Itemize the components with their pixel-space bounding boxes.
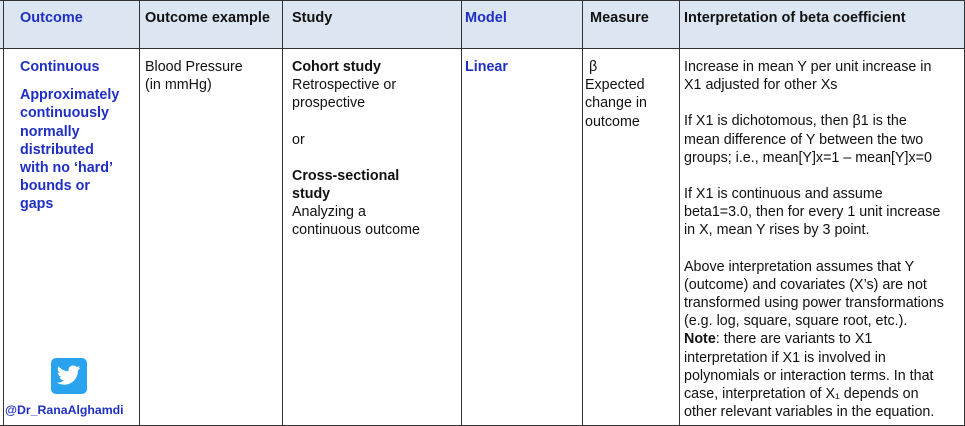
measure-cell	[585, 58, 647, 131]
outcome-desc-line: distributed	[20, 141, 94, 158]
measure-line: change in	[585, 95, 648, 112]
interp-line: polynomials or interaction terms. In that	[684, 367, 934, 384]
interp-line: (outcome) and covariates (X’s) are not	[684, 276, 927, 293]
example-line: (in mmHg)	[145, 77, 212, 94]
interp-line: Above interpretation assumes that Y	[684, 258, 915, 275]
study-or: or	[292, 131, 305, 148]
interp-line: transformed using power transformations	[684, 295, 944, 312]
note-text: : there are variants to X1	[715, 331, 873, 348]
note-label: Note	[684, 331, 716, 348]
beta-symbol: β	[589, 59, 598, 75]
cross-desc-line: continuous outcome	[292, 222, 420, 239]
interp-line: mean difference of Y between the two	[684, 131, 924, 148]
interp-line: other relevant variables in the equation.	[684, 404, 935, 421]
header-outcome: Outcome	[20, 10, 83, 26]
study-cell	[292, 58, 420, 240]
twitter-icon	[51, 358, 87, 394]
interp-line: in X, mean Y rises by 3 point.	[684, 222, 870, 239]
header-interpretation: Interpretation of beta coefficient	[684, 10, 906, 26]
interp-line: beta1=3.0, then for every 1 unit increase	[684, 204, 941, 221]
grid-line	[0, 48, 965, 49]
grid-line	[582, 0, 583, 426]
header-measure: Measure	[590, 10, 649, 26]
outcome-desc-line: with no ‘hard’	[20, 160, 113, 177]
interpretation-paragraph-4	[684, 258, 964, 422]
grid-line	[139, 0, 140, 426]
cross-desc-line: Analyzing a	[292, 204, 366, 221]
model-value: Linear	[465, 59, 508, 75]
grid-line	[0, 0, 965, 1]
outcome-title: Continuous	[20, 59, 100, 75]
measure-line: outcome	[585, 113, 640, 130]
interpretation-paragraph-1	[684, 58, 964, 94]
outcome-desc-line: bounds or	[20, 178, 90, 195]
measure-line: Expected	[585, 77, 645, 94]
outcome-example-cell	[145, 58, 243, 94]
interpretation-paragraph-2	[684, 112, 964, 167]
outcome-desc-line: Approximately	[20, 87, 120, 104]
interpretation-paragraph-3	[684, 185, 964, 240]
interp-line: If X1 is continuous and assume	[684, 186, 883, 203]
grid-line	[282, 0, 283, 426]
cohort-desc-line: Retrospective or	[292, 77, 397, 94]
example-line: Blood Pressure	[145, 59, 243, 75]
note-line	[684, 330, 964, 348]
outcome-cell	[20, 58, 119, 214]
twitter-handle: @Dr_RanaAlghamdi	[5, 403, 124, 417]
interp-line: case, interpretation of X₁ depends on	[684, 386, 919, 403]
interp-line: Increase in mean Y per unit increase in	[684, 59, 932, 75]
cross-sectional-title-line: study	[292, 186, 331, 203]
interpretation-cell	[684, 58, 964, 421]
interp-line: (e.g. log, square, square root, etc.).	[684, 313, 908, 330]
header-outcome-example: Outcome example	[145, 10, 270, 26]
outcome-desc-line: normally	[20, 123, 80, 140]
outcome-desc-line: continuously	[20, 105, 109, 122]
cross-sectional-title-line: Cross-sectional	[292, 167, 400, 184]
cohort-desc-line: prospective	[292, 95, 366, 112]
grid-line	[461, 0, 462, 426]
cohort-study-title: Cohort study	[292, 59, 381, 75]
interp-line: If X1 is dichotomous, then β1 is the	[684, 113, 907, 130]
grid-line	[3, 0, 4, 426]
header-model: Model	[465, 10, 507, 26]
interp-line: X1 adjusted for other Xs	[684, 77, 838, 94]
interp-line: groups; i.e., mean[Y]x=1 – mean[Y]x=0	[684, 149, 932, 166]
grid-line	[679, 0, 680, 426]
header-study: Study	[292, 10, 333, 26]
twitter-bird-glyph	[57, 365, 81, 386]
interp-line: interpretation if X1 is involved in	[684, 349, 886, 366]
outcome-desc-line: gaps	[20, 196, 54, 213]
outcome-description	[20, 86, 119, 213]
